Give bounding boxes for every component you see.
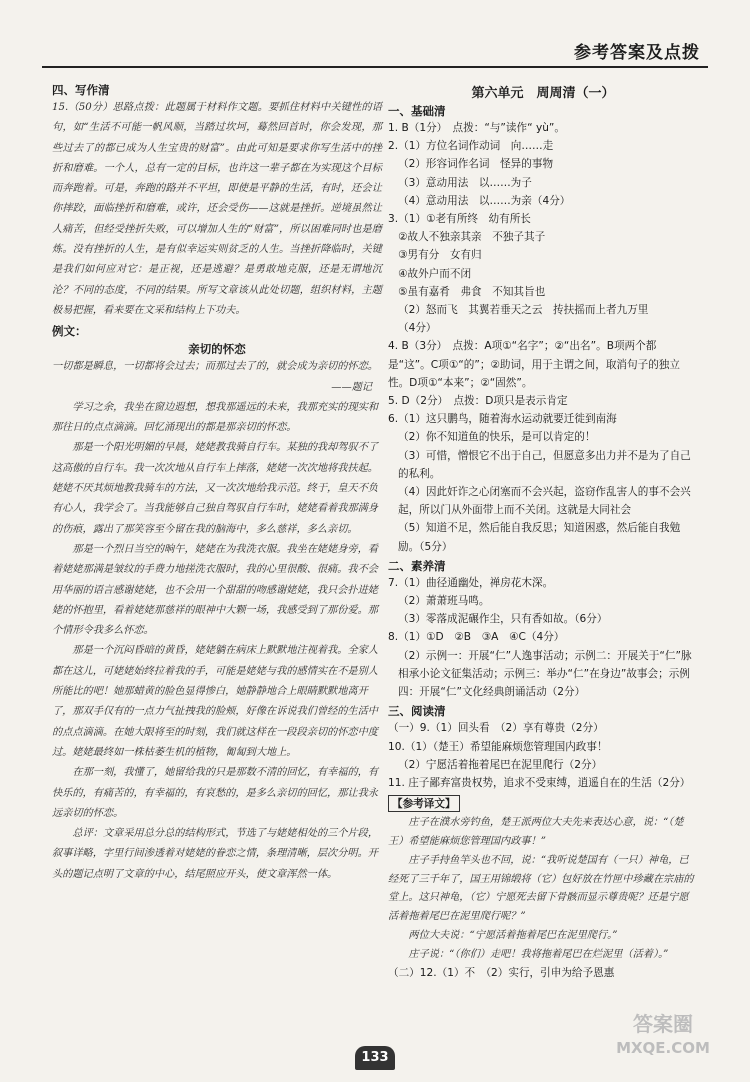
answer-line: （4）因此奸诈之心闭塞而不会兴起，盗窃作乱害人的事不会兴起，所以门从外面带上而不关闭。这就是大同社会 — [398, 486, 691, 517]
unit-title: 第六单元 周周清（一） — [471, 86, 615, 101]
header-divider — [42, 66, 708, 68]
answer-line: （2）宁愿活着拖着尾巴在泥里爬行（2分） — [398, 758, 603, 771]
essay-paragraph: 学习之余，我坐在窗边遐想，想我那遥远的未来，我那充实的现实和那往日的点点滴滴。回忆涌现出的都是那亲切的怀恋。 — [52, 401, 379, 434]
translation-paragraph: 庄子说：“（你们）走吧！我将拖着尾巴在烂泥里（活着）。” — [408, 948, 669, 960]
answer-line: 10.（1）（楚王）希望能麻烦您管理国内政事！ — [388, 740, 608, 753]
answer-line: （2）萧萧班马鸣。 — [398, 595, 490, 608]
answer-line: 11. 庄子鄙弃富贵权势，追求不受束缚，逍遥自在的生活（2分） — [388, 776, 691, 789]
answer-line: 6.（1）这只鹏鸟，随着海水运动就要迁徙到南海 — [388, 413, 617, 426]
answer-line: （3）意动用法 以……为子 — [398, 176, 532, 189]
answer-line: ④故外户而不闭 — [398, 267, 472, 280]
left-column — [52, 80, 382, 885]
essay-paragraph: 在那一刻，我懂了，她留给我的只是那数不清的回忆，有幸福的，有快乐的，有痛苦的，有幸福的，有哀愁的，是多么亲切的回忆，那让我永远亲切的怀恋。 — [52, 767, 379, 819]
section-basic: 一、基础清 — [388, 104, 446, 118]
translation-paragraph: 庄子手持鱼竿头也不回，说：“我听说楚国有（一只）神龟，已经死了三千年了，国王用锦缎将（它）包好放在竹匣中珍藏在宗庙的堂上。这只神龟，（它）宁愿死去留下骨骸而显示尊贵呢？还是宁愿活着拖着尾巴在泥里爬行呢？” — [388, 854, 694, 923]
answer-line: （2）形容词作名词 怪异的事物 — [398, 158, 554, 171]
q15-answer: 15.（50分）思路点拨：此题属于材料作文题。要抓住材料中关键性的语句，如“生活不可能一帆风顺，当踏过坎坷，蓦然回首时，你会发现，那些过去了的都已成为人生宝贵的财富”。由此可知是要求你写生活中的挫折和磨难。一个人，总有一定的目标，也许这一辈子都在为实现这个目标而奔跑着。可是，奔跑的路并不平坦，即使是平静的生活，有时，还会让你摔跤，面临挫折和磨难，或许，还会受伤——这就是挫折。逆境虽然让人痛苦，但经受挫折失败，可以增加人生的“财富”，所以困难同时也是磨炼。没有挫折的人生，是有似幸运实则贫乏的人生。当挫折降临时，关键是我们如何应对它：是正视，还是逃避？是勇敢地克服，还是无谓地沉沦？不同的态度，不同的结果。所写文章该从此处切题，组织材料，主题极易把握，看来要在文采和结构上下功夫。 — [52, 102, 382, 316]
essay-epigraph: 一切都是瞬息，一切都将会过去；而那过去了的，就会成为亲切的怀恋。 — [52, 361, 378, 373]
answer-line: 3.（1）①老有所终 幼有所长 — [388, 213, 531, 226]
page-header-title: 参考答案及点拨 — [574, 43, 700, 63]
essay-paragraph: 那是一个沉闷昏暗的黄昏，姥姥躺在病床上默默地注视着我。全家人都在这儿，可姥姥始终拉着我的手，可能是姥姥与我的感情实在不是别人所能比的吧！她那蜡黄的脸色显得惨白，她静静地合上眼睛默默地离开了，那双手仅有的一点力气扯拽我的脸颊，好像在诉说我们曾经的生活中的点点滴滴。在她大限将至的时刻，我们就这样在一段段亲切的怀恋中度过。姥姥最终如一株枯萎生机的植物，匍匐到大地上。 — [52, 645, 379, 758]
answer-line: （2）示例一：开展“仁”人逸事活动；示例二：开展关于“仁”脉相承小论文征集活动；示例三：举办“仁”在身边”故事会；示例四：开展“仁”文化经典朗诵活动（2分） — [398, 649, 692, 699]
essay-title: 亲切的怀恋 — [188, 342, 246, 357]
answer-line: （2）怒而飞 其翼若垂天之云 抟扶摇而上者九万里 — [398, 304, 649, 317]
section-writing: 四、写作清 — [52, 83, 110, 97]
answer-line: ③男有分 女有归 — [398, 249, 482, 262]
answer-line: 4. B（3分） 点拨：A项①“名字”；②“出名”。B项两个都是“这”。C项①“的”；②助词，用于主谓之间，取消句子的独立性。D项①“本来”；②“固然”。 — [388, 340, 680, 389]
answer-line: （一）9.（1）回头看 （2）享有尊贵（2分） — [388, 722, 604, 735]
answer-line: （3）可惜，憎恨它不出于自己，但愿意多出力并不是为了自己的私利。 — [398, 449, 691, 480]
answer-line: （3）零落成泥碾作尘，只有香如故。（6分） — [398, 613, 608, 626]
answer-line: ⑤虽有嘉肴 弗食 不知其旨也 — [398, 285, 546, 298]
right-column — [388, 80, 698, 983]
essay-paragraph: 那是一个烈日当空的晌午，姥姥在为我洗衣服。我坐在姥姥身旁，看着姥姥那满是皱纹的手费力地搓洗衣服时，我的心里很酸、很痛。我不会用华丽的语言感谢姥姥，也不会用一个甜甜的吻感谢姥姥，我只会扑进姥姥的怀抱里，看着姥姥那慈祥的眼神中大颗一场，我感受到了那份爱。那个情形令我多么怀恋。 — [52, 543, 379, 637]
answer-line: 5. D（2分） 点拨：D项只是表示肯定 — [388, 395, 568, 408]
essay-summary: 总评：文章采用总分总的结构形式，节选了与姥姥相处的三个片段，叙事详略，字里行间渗透着对姥姥的眷恋之情，条理清晰，层次分明。开头的题记点明了文章的中心，结尾照应开头，使文章浑然一体。 — [52, 828, 379, 880]
page-number: 133 — [355, 1046, 395, 1070]
reference-translation-label: 【参考译文】 — [388, 795, 460, 812]
answer-line: ②故人不独亲其亲 不独子其子 — [398, 231, 546, 244]
answer-line: 2.（1）方位名词作动词 向……走 — [388, 140, 554, 153]
answer-line: 8.（1）①D ②B ③A ④C（4分） — [388, 631, 565, 644]
section-reading: 三、阅读清 — [388, 704, 446, 719]
answer-line: （二）12.（1）不 （2）实行，引申为给予恩惠 — [388, 967, 615, 980]
watermark-url: MXQE.COM — [616, 1039, 710, 1057]
answer-line: （4）意动用法 以……为亲（4分） — [398, 194, 571, 207]
epigraph-source: ——题记 — [331, 381, 372, 393]
essay-paragraph: 那是一个阳光明媚的早晨，姥姥教我骑自行车。某独的我却驾驭不了这高傲的自行车。我一次次地从自行车上摔落，姥姥一次次地将我扶起。姥姥不厌其烦地教我骑车的方法，又一次次地给我示范。终于，皇天不负有心人，我学会了。当我能够自己独自驾驭自行车时，姥姥看着我那满身的伤痕，露出了那笑容至今留在我的脑海中，多么慈祥，多么亲切。 — [52, 442, 379, 535]
watermark-text: 答案圈 — [633, 1012, 693, 1036]
answer-line: （5）知道不足，然后能自我反思；知道困惑，然后能自我勉励。（5分） — [398, 522, 681, 553]
answer-line: 1. B（1分） 点拨：“与”读作“ yù”。 — [388, 122, 566, 134]
answer-line: （4分） — [398, 322, 437, 335]
translation-paragraph: 庄子在濮水旁钓鱼，楚王派两位大夫先来表达心意，说：“（楚王）希望能麻烦您管理国内政事！” — [388, 817, 684, 847]
section-literacy: 二、素养清 — [388, 558, 446, 573]
answer-line: （2）你不知道鱼的快乐，是可以肯定的！ — [398, 431, 596, 444]
translation-paragraph: 两位大夫说：“宁愿活着拖着尾巴在泥里爬行。” — [408, 929, 618, 941]
example-label: 例文： — [52, 324, 87, 339]
answer-line: 7.（1）曲径通幽处，禅房花木深。 — [388, 576, 554, 589]
watermark-logo — [604, 1012, 722, 1060]
